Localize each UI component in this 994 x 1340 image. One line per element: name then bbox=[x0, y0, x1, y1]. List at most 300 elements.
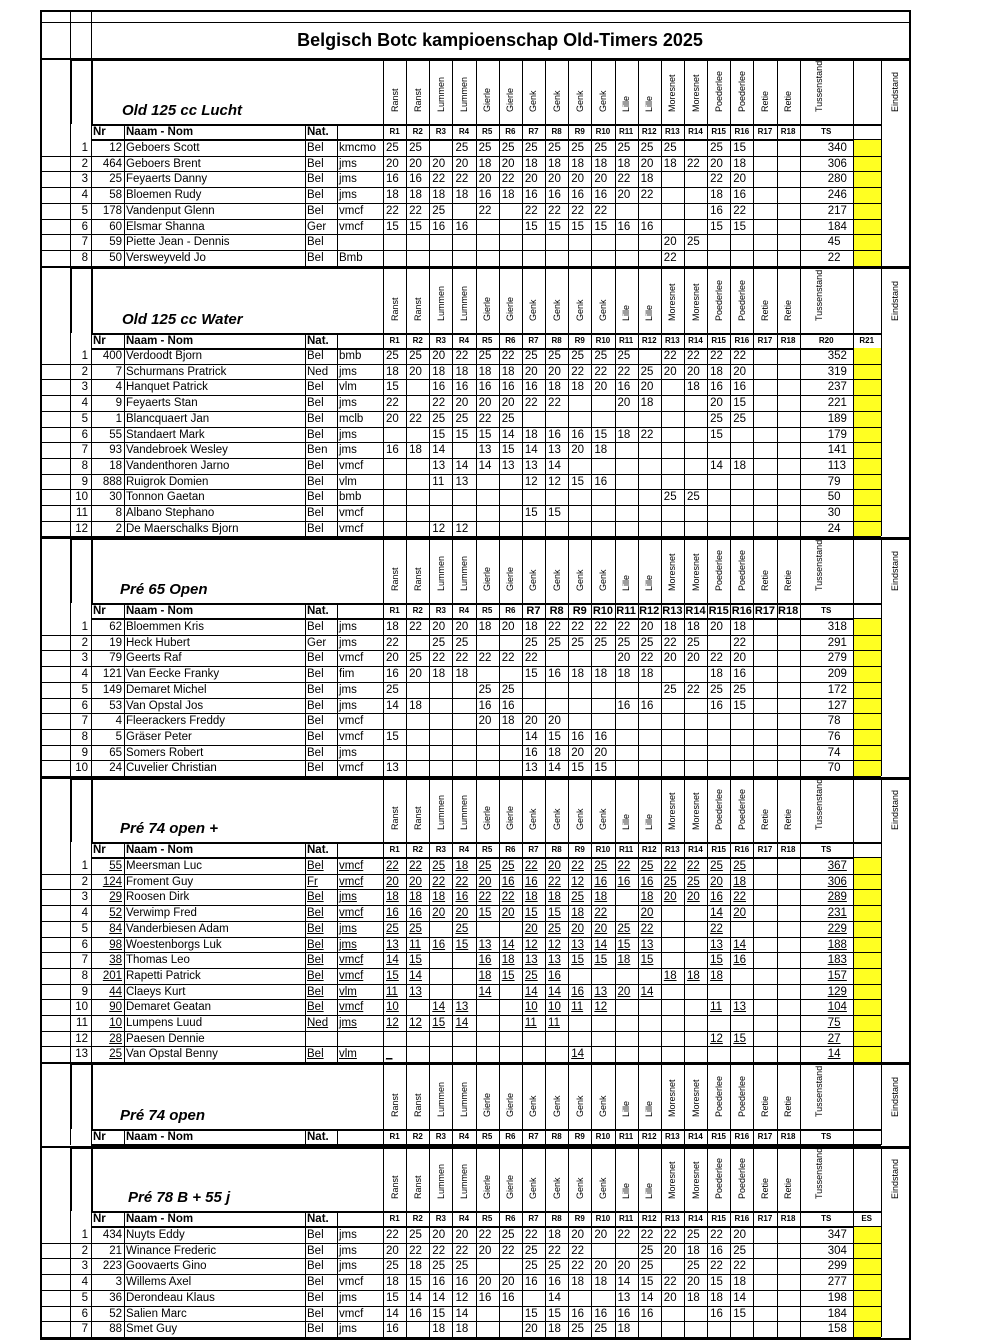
venue-label bbox=[638, 268, 661, 333]
row-position: 6 bbox=[81, 938, 88, 951]
row-score: 20 bbox=[455, 621, 469, 633]
row-score: 20 bbox=[524, 715, 538, 728]
row-score: 14 bbox=[386, 699, 399, 712]
row-score: 14 bbox=[733, 1291, 747, 1304]
row-score: 15 bbox=[455, 938, 469, 951]
row-score: 22 bbox=[548, 397, 561, 410]
eindstand-label bbox=[881, 1064, 909, 1129]
row-score: 16 bbox=[524, 1276, 538, 1289]
venue-name: Genk bbox=[528, 1177, 539, 1199]
tussenstand-label bbox=[800, 539, 839, 603]
venue-label bbox=[753, 779, 776, 842]
row-nationality: Bel bbox=[307, 204, 324, 217]
venue-name: Moresnet bbox=[667, 1161, 678, 1199]
row-position: 11 bbox=[76, 1017, 88, 1029]
row-score: 22 bbox=[663, 350, 677, 362]
header-round: R9 bbox=[574, 1214, 585, 1223]
row-nationality: Bel bbox=[307, 668, 324, 681]
row-score: 16 bbox=[548, 189, 561, 202]
header-round: R13 bbox=[665, 336, 680, 345]
row-score: 20 bbox=[686, 891, 700, 904]
row-score: 25 bbox=[640, 1260, 654, 1273]
eindstand-text: Eindstand bbox=[889, 789, 900, 830]
row-score: 20 bbox=[594, 1260, 608, 1273]
header-round: R8 bbox=[551, 336, 562, 345]
row-score: 22 bbox=[686, 860, 700, 872]
row-position: 9 bbox=[81, 475, 88, 488]
grid-line bbox=[661, 1129, 662, 1145]
row-club: Bmb bbox=[339, 251, 363, 264]
row-score: 20 bbox=[594, 922, 608, 935]
row-score: 18 bbox=[524, 157, 538, 170]
row-score: 16 bbox=[617, 875, 631, 888]
row-score: 18 bbox=[594, 1276, 608, 1289]
row-name: Schurmans Pratrick bbox=[126, 365, 227, 378]
venue-label bbox=[777, 1064, 800, 1129]
row-tussenstand: 30 bbox=[827, 507, 841, 519]
row-score: 18 bbox=[548, 891, 561, 904]
eindstand-text: Eindstand bbox=[889, 280, 900, 321]
row-score: 13 bbox=[455, 1001, 469, 1014]
row-name: Blancquaert Jan bbox=[126, 412, 210, 425]
row-nationality: Bel bbox=[307, 938, 324, 951]
row-score: 16 bbox=[386, 444, 399, 457]
row-tussenstand: 304 bbox=[827, 1244, 847, 1257]
venue-name: Genk bbox=[528, 299, 539, 321]
row-score: 25 bbox=[386, 350, 399, 362]
row-score: 20 bbox=[386, 875, 399, 888]
header-round: R8 bbox=[549, 605, 564, 617]
row-name: Bloemmen Kris bbox=[126, 621, 204, 633]
row-score: 18 bbox=[617, 157, 631, 170]
header-round: R12 bbox=[641, 845, 657, 854]
venue-label bbox=[707, 1064, 730, 1129]
venue-label bbox=[568, 539, 591, 603]
row-score: 22 bbox=[386, 636, 399, 649]
row-score: 16 bbox=[501, 1291, 515, 1304]
venue-label bbox=[499, 779, 522, 842]
row-tussenstand: 299 bbox=[827, 1260, 847, 1273]
venue-label bbox=[684, 1064, 707, 1129]
row-score: 15 bbox=[594, 762, 608, 775]
row-score: 20 bbox=[548, 173, 561, 186]
row-score: 14 bbox=[432, 444, 446, 457]
row-score: 22 bbox=[663, 1229, 677, 1241]
row-score: 13 bbox=[710, 938, 723, 951]
row-score: 11 bbox=[409, 938, 422, 951]
row-score: 25 bbox=[548, 922, 561, 935]
venue-name: Genk bbox=[597, 808, 608, 830]
category-title: Old 125 cc Water bbox=[122, 311, 243, 328]
venue-label bbox=[661, 60, 684, 124]
row-position: 6 bbox=[81, 220, 88, 233]
venue-name: Lummen bbox=[435, 794, 446, 830]
header-nat: Nat. bbox=[307, 1131, 329, 1143]
row-nationality: Bel bbox=[307, 985, 324, 998]
row-tussenstand: 78 bbox=[827, 715, 841, 728]
grid-line bbox=[853, 1064, 854, 1129]
row-score: 16 bbox=[710, 1307, 723, 1320]
venue-label bbox=[499, 1148, 522, 1211]
row-score: 13 bbox=[386, 938, 399, 951]
row-score: 14 bbox=[386, 1307, 399, 1320]
venue-name: Gierle bbox=[505, 1092, 516, 1117]
row-score: 18 bbox=[432, 891, 446, 904]
header-round: R15 bbox=[711, 336, 726, 345]
grid-line bbox=[452, 1129, 453, 1145]
venue-name: Ranst bbox=[412, 567, 423, 591]
row-nationality: Bel bbox=[307, 954, 324, 967]
row-tussenstand: 198 bbox=[827, 1291, 847, 1304]
row-name: Standaert Mark bbox=[126, 428, 205, 441]
row-name: Derondeau Klaus bbox=[126, 1291, 215, 1304]
row-score: 15 bbox=[548, 730, 561, 743]
row-score: 18 bbox=[409, 891, 422, 904]
venue-name: Moresnet bbox=[667, 553, 678, 591]
row-nationality: Bel bbox=[307, 1323, 324, 1336]
row-club: jms bbox=[339, 428, 357, 441]
header-nr: Nr bbox=[93, 1131, 106, 1143]
grid-line bbox=[638, 1129, 639, 1145]
grid-line bbox=[881, 333, 882, 536]
venue-name: Lummen bbox=[459, 1081, 469, 1117]
row-number: 10 bbox=[109, 1017, 122, 1029]
row-position: 4 bbox=[81, 668, 88, 681]
row-score: 15 bbox=[386, 381, 399, 394]
grid-line bbox=[777, 603, 778, 776]
venue-name: Moresnet bbox=[690, 1079, 701, 1117]
row-score: 12 bbox=[455, 1291, 469, 1304]
row-score: 22 bbox=[386, 860, 399, 872]
venue-label bbox=[499, 539, 522, 603]
header-round: R18 bbox=[780, 336, 796, 345]
grid-line bbox=[777, 124, 778, 266]
row-position: 4 bbox=[81, 397, 88, 410]
row-tussenstand: 217 bbox=[827, 204, 847, 217]
row-score: 22 bbox=[386, 1229, 399, 1241]
venue-label bbox=[429, 60, 452, 124]
venue-label bbox=[476, 539, 499, 603]
grid-line bbox=[70, 777, 72, 842]
row-score: 18 bbox=[640, 173, 654, 186]
grid-line bbox=[91, 1062, 93, 1129]
row-score: 22 bbox=[501, 350, 515, 362]
header-round: R15 bbox=[708, 605, 729, 617]
row-score: 13 bbox=[617, 1291, 631, 1304]
row-score: 20 bbox=[663, 1291, 677, 1304]
row-score: 22 bbox=[386, 397, 399, 410]
venue-name: Lille bbox=[644, 813, 655, 830]
row-number: 7 bbox=[115, 365, 122, 378]
row-score: 18 bbox=[524, 891, 538, 904]
row-score: 18 bbox=[478, 969, 492, 982]
row-tussenstand: 50 bbox=[827, 491, 841, 504]
venue-name: Genk bbox=[551, 1095, 562, 1117]
row-position: 1 bbox=[81, 350, 88, 362]
row-score: 18 bbox=[710, 1291, 723, 1304]
header-nr: Nr bbox=[93, 1213, 106, 1225]
row-score: 20 bbox=[501, 1276, 515, 1289]
row-score: 16 bbox=[524, 189, 538, 202]
row-score: 22 bbox=[455, 350, 469, 362]
row-score: 18 bbox=[548, 1323, 561, 1336]
row-name: Vandebroek Wesley bbox=[126, 444, 228, 457]
venue-label bbox=[545, 1064, 568, 1129]
row-name: Elsmar Shanna bbox=[126, 220, 205, 233]
row-club: jms bbox=[339, 1323, 357, 1336]
row-score: 14 bbox=[617, 1276, 631, 1289]
row-position: 2 bbox=[81, 1244, 88, 1257]
row-score: 20 bbox=[455, 1229, 469, 1241]
row-club: vlm bbox=[339, 381, 357, 394]
eindstand-text: Eindstand bbox=[889, 71, 900, 112]
venue-label bbox=[661, 779, 684, 842]
grid-line bbox=[853, 539, 854, 603]
row-score: 25 bbox=[617, 350, 631, 362]
venue-label bbox=[522, 1148, 545, 1211]
row-nationality: Bel bbox=[307, 730, 324, 743]
venue-name: Ranst bbox=[389, 88, 400, 112]
header-round: R12 bbox=[641, 1214, 657, 1223]
row-score: 14 bbox=[409, 1291, 422, 1304]
venue-name: Moresnet bbox=[667, 792, 678, 830]
venue-name: Poederlee bbox=[713, 1075, 724, 1117]
venue-name: Genk bbox=[597, 299, 608, 321]
row-score: 18 bbox=[594, 444, 608, 457]
row-club: jms bbox=[339, 397, 357, 410]
row-number: 124 bbox=[102, 875, 122, 888]
row-score: 15 bbox=[548, 220, 561, 233]
row-number: 55 bbox=[109, 428, 122, 441]
grid-line bbox=[881, 124, 882, 266]
venue-name: Moresnet bbox=[667, 283, 678, 321]
row-number: 98 bbox=[109, 938, 122, 951]
row-score: 25 bbox=[640, 860, 654, 872]
row-score: 12 bbox=[548, 938, 561, 951]
grid-line bbox=[568, 1129, 569, 1145]
row-position: 12 bbox=[75, 522, 88, 535]
row-score: 25 bbox=[663, 142, 677, 154]
row-score: 16 bbox=[594, 730, 608, 743]
header-round: R9 bbox=[574, 845, 585, 854]
row-score: 18 bbox=[640, 397, 654, 410]
row-score: 15 bbox=[640, 1276, 654, 1289]
venue-label bbox=[452, 1064, 475, 1129]
venue-name: Lummen bbox=[459, 794, 469, 830]
row-score: 16 bbox=[710, 381, 723, 394]
header-ts: TS bbox=[821, 1132, 832, 1141]
row-score: 25 bbox=[548, 1260, 561, 1273]
grid-line bbox=[70, 266, 72, 333]
grid-line bbox=[70, 10, 71, 58]
row-score: 16 bbox=[478, 699, 492, 712]
row-score: 18 bbox=[571, 381, 584, 394]
row-score: 18 bbox=[571, 157, 584, 170]
row-score: 18 bbox=[617, 1323, 631, 1336]
row-tussenstand: 277 bbox=[827, 1276, 847, 1289]
row-score: 22 bbox=[710, 350, 723, 362]
row-score: 15 bbox=[501, 444, 515, 457]
row-position: 3 bbox=[81, 1260, 88, 1273]
row-score: 22 bbox=[571, 365, 584, 378]
row-score: 16 bbox=[386, 668, 399, 681]
venue-label bbox=[615, 60, 638, 124]
row-score: 14 bbox=[524, 730, 538, 743]
row-score: 16 bbox=[617, 1307, 631, 1320]
row-position: 12 bbox=[75, 1032, 88, 1045]
header-round: R6 bbox=[505, 845, 516, 854]
row-score: 14 bbox=[710, 459, 723, 472]
row-nationality: Bel bbox=[307, 715, 324, 728]
tussenstand-text: Tussenstand bbox=[813, 1148, 824, 1199]
row-score: 25 bbox=[455, 412, 469, 425]
header-naam: Naam - Nom bbox=[126, 1213, 194, 1225]
row-score: 20 bbox=[409, 875, 422, 888]
grid-line bbox=[881, 603, 882, 776]
row-score: 25 bbox=[501, 142, 515, 154]
category-title: Old 125 cc Lucht bbox=[122, 102, 243, 119]
row-score: 18 bbox=[455, 1323, 469, 1336]
header-round: R1 bbox=[389, 336, 400, 345]
row-score: 16 bbox=[524, 746, 538, 759]
row-name: Versweyveld Jo bbox=[126, 251, 206, 264]
row-score: 16 bbox=[733, 381, 747, 394]
grid-line bbox=[853, 124, 854, 266]
row-score: 14 bbox=[548, 985, 561, 998]
row-position: 4 bbox=[81, 1276, 88, 1289]
venue-name: Lille bbox=[644, 95, 655, 112]
venue-label bbox=[568, 779, 591, 842]
venue-label bbox=[591, 1064, 614, 1129]
row-score: 16 bbox=[455, 220, 469, 233]
row-position: 8 bbox=[81, 969, 88, 982]
category-title: Pré 74 open + bbox=[120, 820, 218, 837]
venue-label bbox=[707, 539, 730, 603]
row-tussenstand: 24 bbox=[827, 522, 841, 535]
row-club: jms bbox=[339, 938, 357, 951]
venue-name: Poederlee bbox=[713, 549, 724, 591]
row-score: 20 bbox=[455, 397, 469, 410]
row-score: 22 bbox=[432, 397, 446, 410]
row-score: 18 bbox=[663, 157, 677, 170]
row-score: 25 bbox=[571, 142, 584, 154]
grid-line bbox=[881, 842, 882, 1062]
row-score: 18 bbox=[548, 1229, 561, 1241]
header-naam: Naam - Nom bbox=[126, 1131, 194, 1143]
row-score: 25 bbox=[733, 412, 747, 425]
row-score: 15 bbox=[524, 907, 538, 920]
row-score: 22 bbox=[617, 173, 631, 186]
row-number: 59 bbox=[109, 236, 122, 249]
row-score: 22 bbox=[571, 621, 584, 633]
row-score: 25 bbox=[617, 636, 631, 649]
header-ts: TS bbox=[821, 127, 832, 136]
venue-label bbox=[383, 539, 406, 603]
row-position: 4 bbox=[81, 907, 88, 920]
row-tussenstand: 306 bbox=[827, 875, 847, 888]
row-club: jms bbox=[339, 444, 357, 457]
row-score: 18 bbox=[524, 428, 538, 441]
row-score: 15 bbox=[432, 428, 446, 441]
row-score: 20 bbox=[663, 891, 677, 904]
row-score: 20 bbox=[594, 746, 608, 759]
row-name: Roosen Dirk bbox=[126, 891, 190, 904]
header-round: R17 bbox=[757, 1214, 773, 1223]
venue-name: Retie bbox=[783, 569, 794, 591]
row-score: 18 bbox=[686, 969, 700, 982]
eindstand-label bbox=[881, 1148, 909, 1211]
row-score: 15 bbox=[478, 907, 492, 920]
category-title: Pré 78 B + 55 j bbox=[128, 1189, 231, 1206]
row-score: 22 bbox=[663, 860, 677, 872]
row-score: 20 bbox=[478, 397, 492, 410]
venue-label bbox=[406, 1064, 429, 1129]
venue-label bbox=[615, 539, 638, 603]
row-number: 88 bbox=[109, 1323, 122, 1336]
row-name: Ruigrok Domien bbox=[126, 475, 209, 488]
grid-line bbox=[429, 1129, 430, 1145]
header-round: R3 bbox=[435, 336, 446, 345]
row-position: 1 bbox=[81, 621, 88, 633]
row-score: 15 bbox=[409, 954, 422, 967]
row-name: Feyaerts Stan bbox=[126, 397, 198, 410]
row-score: 20 bbox=[524, 922, 538, 935]
header-round: R11 bbox=[618, 1214, 634, 1223]
header-round: R7 bbox=[528, 845, 539, 854]
row-score: 22 bbox=[710, 922, 723, 935]
row-score: 16 bbox=[432, 220, 446, 233]
header-round: R13 bbox=[665, 1132, 680, 1141]
row-tussenstand: 340 bbox=[827, 142, 847, 154]
row-score: 22 bbox=[501, 173, 515, 186]
row-score: 15 bbox=[617, 938, 631, 951]
row-score: 18 bbox=[640, 891, 654, 904]
header-round: R12 bbox=[639, 605, 660, 617]
header-round: R9 bbox=[572, 605, 587, 617]
row-score: 22 bbox=[409, 412, 422, 425]
grid-line bbox=[337, 1129, 338, 1145]
grid-line bbox=[853, 603, 854, 776]
row-score: 20 bbox=[386, 652, 399, 665]
row-score: 16 bbox=[571, 1307, 584, 1320]
row-score: 20 bbox=[686, 1276, 700, 1289]
venue-label bbox=[452, 779, 475, 842]
row-number: 21 bbox=[109, 1244, 122, 1257]
row-name: Meersman Luc bbox=[126, 860, 203, 872]
row-position: 10 bbox=[75, 1001, 88, 1014]
row-tussenstand: 183 bbox=[827, 954, 847, 967]
row-score: 14 bbox=[478, 985, 492, 998]
header-round: R6 bbox=[505, 606, 516, 615]
row-name: Van Opstal Jos bbox=[126, 699, 204, 712]
row-tussenstand: 184 bbox=[827, 1307, 847, 1320]
row-tussenstand: 318 bbox=[827, 621, 847, 633]
row-nationality: Bel bbox=[307, 251, 324, 264]
row-score: 18 bbox=[548, 746, 561, 759]
row-number: 62 bbox=[109, 621, 122, 633]
row-number: 12 bbox=[109, 142, 122, 154]
row-tussenstand: 184 bbox=[827, 220, 847, 233]
header-round: R16 bbox=[731, 605, 752, 617]
row-tussenstand: 22 bbox=[827, 251, 841, 264]
venue-label bbox=[383, 1148, 406, 1211]
venue-name: Lille bbox=[644, 1182, 655, 1199]
row-number: 53 bbox=[109, 699, 122, 712]
venue-label bbox=[591, 539, 614, 603]
venue-name: Retie bbox=[783, 1095, 794, 1117]
header-round: R16 bbox=[734, 1132, 750, 1141]
row-nationality: Bel bbox=[307, 922, 324, 935]
